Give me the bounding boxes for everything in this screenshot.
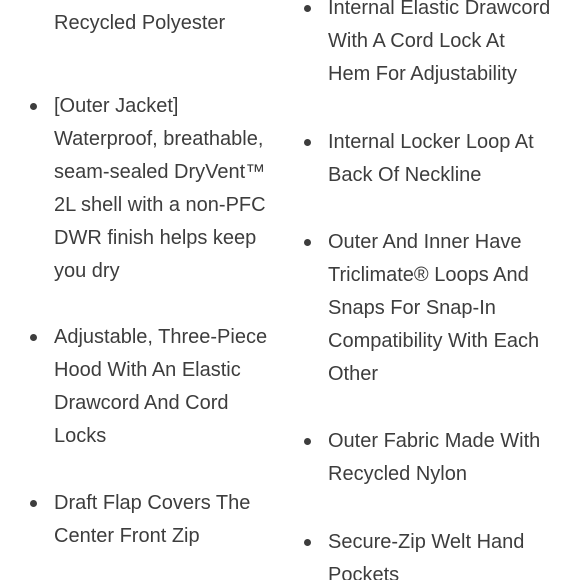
feature-line: Pockets: [328, 564, 400, 580]
feature-item: [26, 90, 266, 288]
feature-line: [Outer Jacket]: [54, 95, 179, 117]
feature-line: Recycled Polyester: [54, 12, 226, 34]
feature-line: Secure-Zip Welt Hand: [328, 531, 525, 553]
feature-line: you dry: [54, 260, 120, 282]
feature-line: Drawcord And Cord: [54, 392, 229, 414]
feature-item: [26, 0, 225, 40]
bullet-icon: [30, 334, 37, 341]
feature-line: seam-sealed DryVent™: [54, 161, 266, 183]
feature-line: Snaps For Snap-In: [328, 297, 496, 319]
feature-item: [300, 226, 539, 391]
feature-line: DWR finish helps keep: [54, 227, 257, 249]
feature-item: [26, 321, 267, 453]
feature-item: [300, 0, 550, 91]
feature-line: Adjustable, Three-Piece: [54, 326, 268, 348]
feature-line: Locks: [54, 425, 107, 447]
feature-item: [300, 126, 534, 192]
feature-line: Center Front Zip: [54, 525, 200, 547]
bullet-icon: [304, 239, 311, 246]
feature-item: [300, 526, 524, 580]
feature-line: Triclimate® Loops And: [328, 264, 529, 286]
feature-line: Outer Fabric Made With: [328, 430, 541, 452]
feature-line: Internal Elastic Drawcord: [328, 0, 551, 19]
feature-line: Other: [328, 363, 379, 385]
feature-line: [54, 0, 225, 7]
feature-line: Draft Flap Covers The: [54, 492, 251, 514]
bullet-icon: [30, 103, 37, 110]
bullet-icon: [304, 139, 311, 146]
feature-line: Compatibility With Each: [328, 330, 540, 352]
feature-line: With A Cord Lock At: [328, 30, 505, 52]
feature-item: [26, 487, 250, 553]
feature-line: Internal Locker Loop At: [328, 131, 534, 153]
bullet-icon: [304, 438, 311, 445]
bullet-icon: [304, 5, 311, 12]
feature-line: Recycled Nylon: [328, 463, 467, 485]
feature-line: 2L shell with a non-PFC: [54, 194, 266, 216]
feature-line: Back Of Neckline: [328, 164, 482, 186]
bullet-icon: [30, 500, 37, 507]
bullet-icon: [304, 539, 311, 546]
feature-item: [300, 425, 540, 491]
feature-line: Hood With An Elastic: [54, 359, 241, 381]
feature-line: Outer And Inner Have: [328, 231, 522, 253]
feature-line: Hem For Adjustability: [328, 63, 517, 85]
feature-line: Waterproof, breathable,: [54, 128, 264, 150]
